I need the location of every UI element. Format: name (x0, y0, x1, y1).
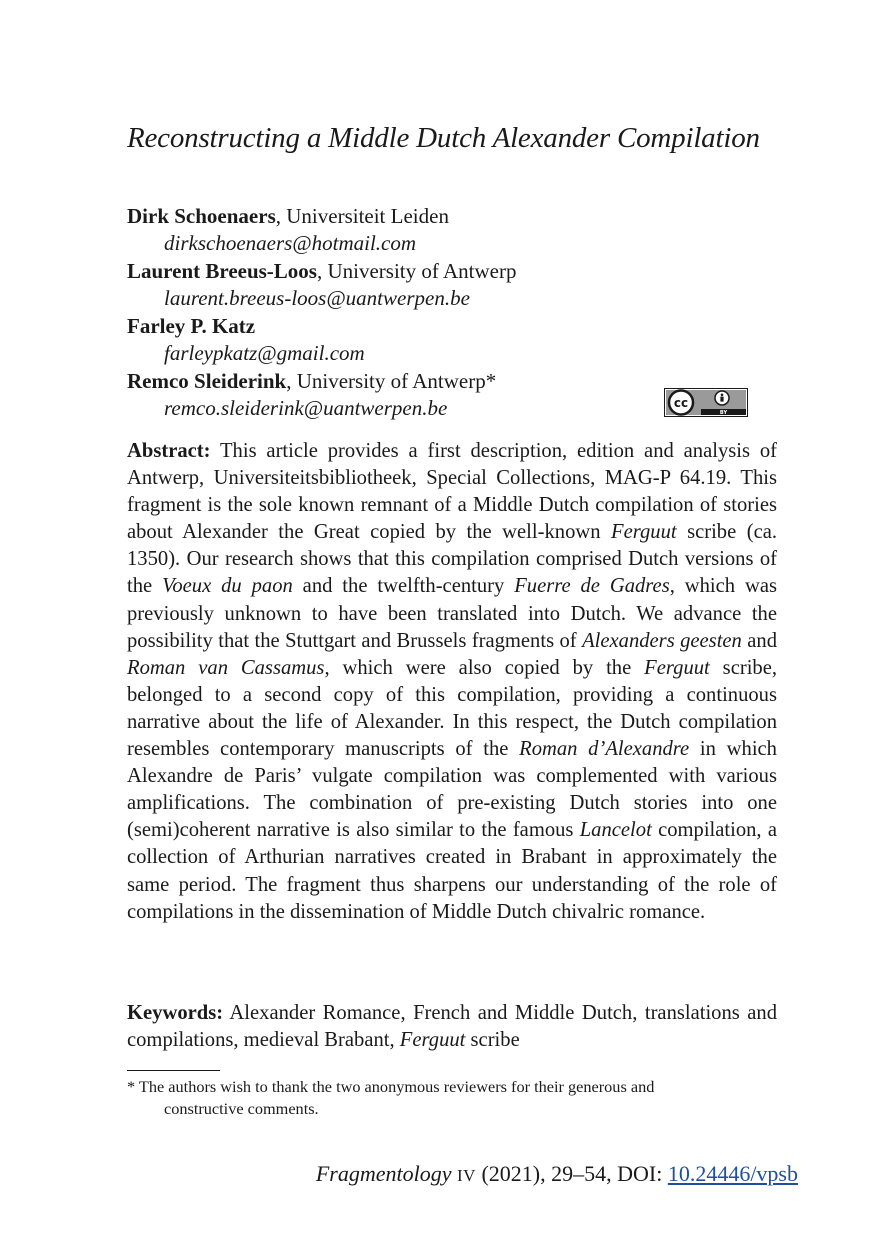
license-text: BY (719, 410, 728, 416)
keywords-text: scribe (465, 1029, 520, 1052)
svg-text:cc: cc (673, 396, 689, 410)
author-email[interactable]: dirkschoenaers@hotmail.com (164, 231, 417, 255)
abstract-text: scribe (ca. 1350). Our research shows that this compilation comprised Dutch versions of the (127, 521, 777, 598)
author-email[interactable]: laurent.breeus-loos@uantwerpen.be (164, 286, 470, 310)
abstract-label: Abstract: (127, 440, 211, 462)
author-affiliation: , Universiteit Leiden (275, 204, 449, 228)
author-entry (127, 312, 787, 367)
abstract-title-ref: Ferguut (644, 656, 710, 679)
footnote-divider (127, 1070, 220, 1071)
abstract-title-ref: Ferguut (611, 521, 677, 544)
article-title: Reconstructing a Middle Dutch Alexander Compilation (127, 122, 760, 154)
abstract-text: , which was previously unknown to have been translated into Dutch. We advance the possibility that the Stuttgart and Brussels fragments of (127, 575, 778, 652)
footnote-line: constructive comments. (164, 1099, 319, 1118)
abstract-title-ref: Fuerre de Gadres (514, 575, 670, 598)
abstract-text: compilation, a collection of Arthurian narratives created in Brabant in approximately the same period. The fragment thus sharpens our understanding of the role of compilations in the dissemination of Middle Dutch chivalric romance. (127, 819, 777, 923)
author-affiliation: , University of Antwerp* (286, 369, 497, 393)
author-entry (127, 202, 787, 257)
footnote-line: * The authors wish to thank the two anonymous reviewers for their generous and (127, 1077, 655, 1096)
cc-by-icon[interactable] (664, 388, 748, 417)
abstract-paragraph (127, 438, 777, 926)
footnote (127, 1076, 787, 1120)
author-email[interactable]: farleypkatz@gmail.com (164, 341, 365, 365)
keywords-title-ref: Ferguut (399, 1029, 466, 1052)
journal-citation (316, 1161, 798, 1187)
abstract-title-ref: Roman van Cassamus (127, 656, 325, 679)
abstract-text: This article provides a first description, edition and analysis of Antwerp, Universiteitsbibliotheek, Special Collections, MAG-P 64.19. This fragment is the sole known remnant of a Middle Dutch compilation of stories about Alexander the Great copied by the well-known (127, 440, 777, 544)
abstract-text: , which were also copied by the (324, 656, 645, 679)
abstract-title-ref: Alexanders geesten (582, 629, 742, 652)
author-name: Laurent Breeus-Loos (127, 259, 317, 283)
abstract-text: scribe, belonged to a second copy of this compilation, providing a continuous narrative about the life of Alexander. In this respect, the Dutch compilation resembles contemporary manuscripts of the (127, 656, 777, 761)
abstract-text: in which Alexandre de Paris’ vulgate compilation was complemented with various amplifications. The combination of pre-existing Dutch stories into one (semi)coherent narrative is also similar to the famous (127, 738, 777, 842)
abstract-title-ref: Voeux du paon (162, 575, 293, 598)
author-entry (127, 257, 787, 312)
journal-volume: IV (456, 1166, 476, 1185)
citation-details: (2021), 29–54, DOI: (475, 1161, 668, 1186)
author-affiliation: , University of Antwerp (316, 259, 517, 283)
author-name: Dirk Schoenaers (127, 204, 276, 228)
author-name: Farley P. Katz (127, 314, 256, 338)
abstract-text: and the twelfth-century (292, 575, 515, 598)
abstract-text: and (741, 629, 777, 652)
abstract-title-ref: Roman d’Alexandre (519, 738, 690, 761)
keywords-label: Keywords: (127, 1002, 224, 1024)
keywords-paragraph (127, 1000, 777, 1054)
doi-link[interactable]: 10.24446/vpsb (667, 1161, 798, 1186)
abstract-title-ref: Lancelot (579, 819, 652, 842)
journal-name: Fragmentology (315, 1161, 452, 1186)
keywords-text: Alexander Romance, French and Middle Dutch, translations and compilations, medieval Brabant, (127, 1002, 777, 1052)
author-email[interactable]: remco.sleiderink@uantwerpen.be (164, 396, 448, 420)
author-name: Remco Sleiderink (127, 369, 287, 393)
